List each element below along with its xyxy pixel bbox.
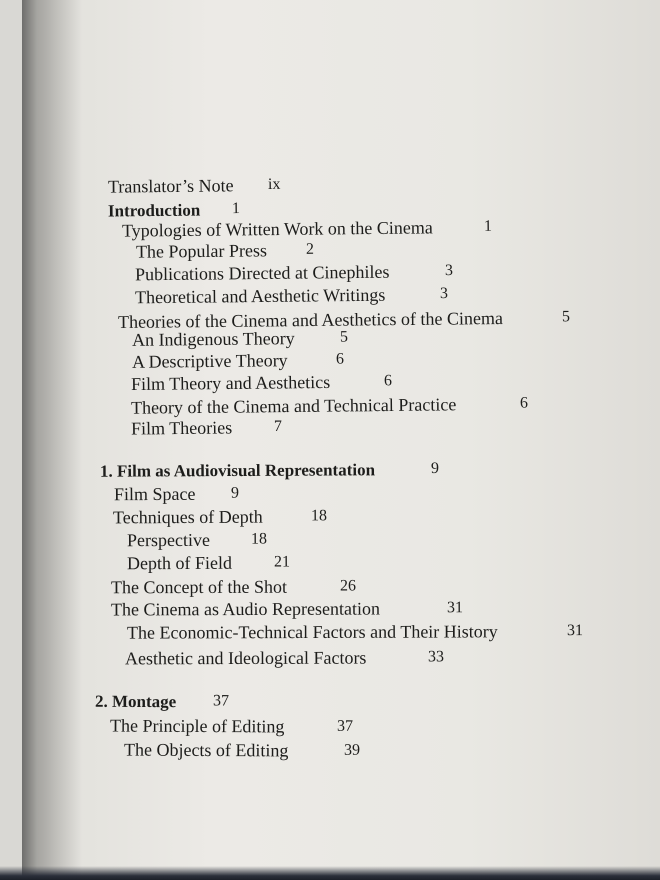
toc-subsection-entry [131,327,349,351]
toc-entry-title: Publications Directed at Cinephiles [134,261,390,285]
toc-entry-page: 5 [339,328,349,346]
toc-entry-page: 6 [383,372,393,390]
toc-subsection-entry [126,620,584,643]
toc-chapter-heading [94,690,230,713]
toc-entry-title: Theories of the Cinema and Aesthetics of the Cinema [117,307,503,333]
toc-entry-front-matter [107,174,281,197]
toc-entry-page: 33 [427,648,445,666]
toc-entry-title: Film Space [113,483,196,505]
toc-entry-title: The Cinema as Audio Representation [110,598,380,620]
toc-entry-page: 18 [250,530,268,548]
toc-entry-page: 3 [444,262,454,280]
toc-section-entry [109,715,354,738]
toc-entry-page: 5 [561,308,571,326]
toc-subsection-entry [135,239,315,262]
toc-entry-title: Techniques of Depth [112,506,263,528]
toc-entry-page: 6 [519,394,529,412]
toc-subsection-entry [123,739,361,762]
toc-subsection-entry [134,261,454,286]
toc-entry-page: 31 [566,622,584,640]
toc-subsection-entry [124,647,445,670]
toc-chapter-heading [99,458,440,482]
toc-entry-page: 31 [446,599,464,617]
toc-entry-page: 9 [230,484,240,502]
toc-subsection-entry [130,371,393,395]
toc-subsection-entry [130,393,529,418]
toc-entry-page: 18 [310,507,328,525]
toc-entry-title: An Indigenous Theory [131,328,295,350]
toc-entry-title: Aesthetic and Ideological Factors [124,647,367,669]
toc-entry-title: The Economic-Technical Factors and Their History [126,621,498,643]
toc-section-entry [121,216,493,241]
toc-entry-page: 37 [336,717,354,735]
toc-entry-page: 7 [273,417,283,436]
toc-entry-page: 9 [430,459,440,477]
toc-entry-title: Typologies of Written Work on the Cinema [121,217,433,241]
toc-subsection-entry [126,552,291,575]
toc-entry-page: 3 [439,285,449,303]
toc-entry-title: The Concept of the Shot [110,576,288,598]
toc-subsection-entry [130,416,283,439]
toc-entry-page: ix [267,175,281,193]
toc-section-entry [110,598,464,621]
toc-section-entry [113,483,240,505]
toc-entry-page: 1 [483,217,493,235]
toc-entry-title: Theory of the Cinema and Technical Practice [130,394,457,418]
toc-subsection-entry [131,349,345,373]
toc-entry-title: A Descriptive Theory [131,350,288,372]
toc-section-entry [112,506,328,529]
toc-entry-page: 21 [273,553,291,571]
toc-entry-page: 2 [305,240,315,258]
toc-entry-title: Depth of Field [126,552,233,574]
toc-entry-title: Translator’s Note [107,175,234,197]
toc-entry-title: The Objects of Editing [123,739,289,761]
toc-subsection-entry [134,284,449,309]
toc-entry-page: 6 [335,350,345,368]
toc-entry-title: 2. Montage [94,691,177,712]
toc-entry-page: 37 [212,692,230,710]
toc-section-entry [110,576,357,599]
toc-subsection-entry [126,529,268,551]
toc-entry-page: 39 [343,741,361,759]
toc-entry-title: Perspective [126,529,211,551]
toc-entry-page: 26 [339,577,357,595]
toc-entry-title: Film Theories [130,417,233,439]
toc-entry-title: Film Theory and Aesthetics [130,371,331,395]
toc-entry-title: The Principle of Editing [109,715,285,737]
toc-entry-title: Theoretical and Aesthetic Writings [134,284,386,308]
toc-entry-title: 1. Film as Audiovisual Representation [99,460,376,481]
toc-entry-page: 1 [231,200,241,218]
toc-entry-title: The Popular Press [135,240,268,262]
toc-entry-title: Introduction [107,200,201,221]
